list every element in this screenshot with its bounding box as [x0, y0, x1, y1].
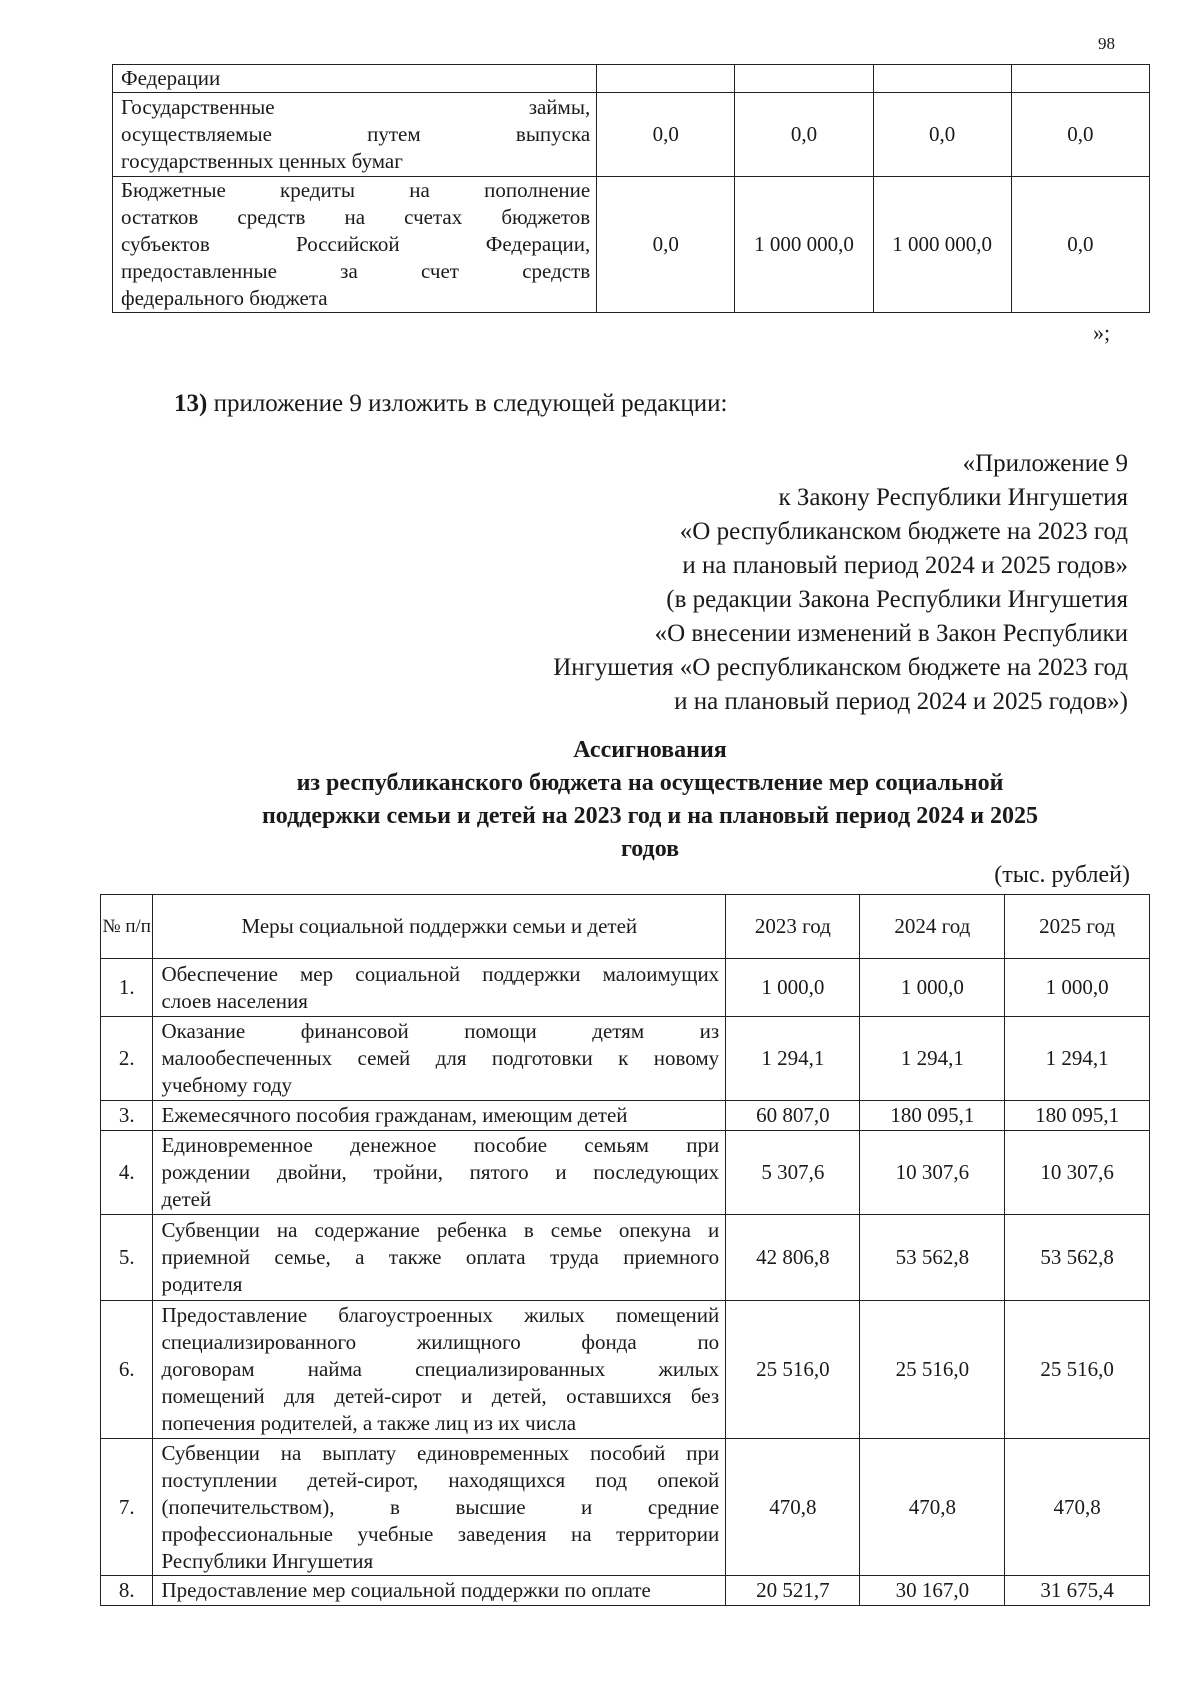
row-label-line: предоставленные за счет средств — [121, 259, 591, 283]
appendix-line: к Закону Республики Ингушетия — [778, 484, 1128, 511]
header-measure: Меры социальной поддержки семьи и детей — [153, 895, 726, 959]
row-label — [153, 959, 726, 1017]
row-label-line: федерального бюджета — [121, 286, 328, 310]
row-label-line: попечения родителей, а также лиц из их числа — [161, 1411, 577, 1435]
value-2024: 30 167,0 — [860, 1576, 1005, 1606]
row-label-line: государственных ценных бумаг — [121, 149, 403, 173]
row-label-line: Государственные займы, — [121, 95, 591, 119]
value-2025: 180 095,1 — [1005, 1101, 1150, 1131]
value-2024: 180 095,1 — [860, 1101, 1005, 1131]
row-label-line: Субвенции на содержание ребенка в семье опекуна и — [161, 1218, 720, 1242]
value-2023: 470,8 — [726, 1439, 860, 1576]
value-2023: 42 806,8 — [726, 1215, 860, 1301]
value-2023: 1 000,0 — [726, 959, 860, 1017]
row-label-line: поступлении детей-сирот, находящихся под опекой — [161, 1467, 720, 1492]
value-2025: 470,8 — [1005, 1439, 1150, 1576]
row-label-line: профессиональные учебные заведения на территории — [161, 1521, 720, 1546]
row-label — [153, 1301, 726, 1439]
header-2023: 2023 год — [726, 895, 860, 959]
table-row — [101, 1439, 1150, 1576]
row-label — [113, 65, 597, 93]
value-cell — [1011, 65, 1149, 93]
value-2024: 25 516,0 — [860, 1301, 1005, 1439]
row-number: 4. — [101, 1131, 153, 1215]
row-label — [153, 1131, 726, 1215]
row-number: 8. — [101, 1576, 153, 1606]
row-label-line: Предоставление благоустроенных жилых помещений — [161, 1303, 720, 1327]
title-line: поддержки семьи и детей на 2023 год и на плановый период 2024 и 2025 — [261, 803, 1039, 829]
table-row — [113, 93, 1150, 177]
value-2023: 20 521,7 — [726, 1576, 860, 1606]
header-num: № п/п — [101, 895, 153, 959]
row-label — [153, 1101, 726, 1131]
appendix-line: «О внесении изменений в Закон Республики — [654, 620, 1128, 647]
value-cell: 0,0 — [597, 177, 735, 313]
value-cell — [597, 65, 735, 93]
row-label-line: Оказание финансовой помощи детям из — [161, 1019, 720, 1043]
value-2024: 1 294,1 — [860, 1017, 1005, 1101]
value-cell — [873, 65, 1011, 93]
header-2025: 2025 год — [1005, 895, 1150, 959]
item-number: 13) — [174, 390, 208, 417]
value-2025: 1 294,1 — [1005, 1017, 1150, 1101]
value-2024: 1 000,0 — [860, 959, 1005, 1017]
value-cell — [735, 65, 873, 93]
row-label — [113, 93, 597, 177]
closing-quote: »; — [1093, 320, 1111, 345]
row-label-line: субъектов Российской Федерации, — [121, 232, 591, 256]
row-label-line: Предоставление мер социальной поддержки по оплате — [161, 1578, 651, 1602]
row-label-line: слоев населения — [161, 988, 308, 1013]
row-label-line: родителя — [161, 1272, 243, 1296]
appendix-line: и на плановый период 2024 и 2025 годов») — [674, 688, 1128, 715]
row-label — [113, 177, 597, 313]
table-row — [113, 177, 1150, 313]
header-2024: 2024 год — [860, 895, 1005, 959]
row-label-line: специализированного жилищного фонда по — [161, 1330, 720, 1354]
top-borrowings-table — [112, 64, 1150, 313]
value-cell: 1 000 000,0 — [873, 177, 1011, 313]
appendix-line: (в редакции Закона Республики Ингушетия — [666, 586, 1128, 613]
row-label — [153, 1215, 726, 1301]
value-2025: 53 562,8 — [1005, 1215, 1150, 1301]
title-line: годов — [620, 836, 680, 862]
appendix-line: и на плановый период 2024 и 2025 годов» — [682, 552, 1128, 579]
row-label-line: Ежемесячного пособия гражданам, имеющим детей — [161, 1103, 628, 1127]
appendix-line: Ингушетия «О республиканском бюджете на 2023 год — [553, 654, 1128, 681]
value-cell: 0,0 — [1011, 93, 1149, 177]
document-title — [170, 734, 1130, 866]
title-line: Ассигнования — [573, 737, 727, 763]
table-row — [101, 1576, 1150, 1606]
value-2023: 5 307,6 — [726, 1131, 860, 1215]
row-label-line: Республики Ингушетия — [161, 1548, 374, 1573]
header-row — [101, 895, 1150, 959]
row-label-line: малообеспеченных семей для подготовки к новому — [161, 1046, 720, 1070]
row-label-line: Бюджетные кредиты на пополнение — [121, 178, 591, 202]
value-2025: 10 307,6 — [1005, 1131, 1150, 1215]
value-cell: 0,0 — [873, 93, 1011, 177]
value-2024: 10 307,6 — [860, 1131, 1005, 1215]
table-row — [101, 1301, 1150, 1439]
row-label-line: Федерации — [121, 66, 221, 90]
table-row — [101, 1215, 1150, 1301]
value-2025: 31 675,4 — [1005, 1576, 1150, 1606]
row-number: 6. — [101, 1301, 153, 1439]
row-number: 1. — [101, 959, 153, 1017]
table-row — [101, 959, 1150, 1017]
value-2023: 1 294,1 — [726, 1017, 860, 1101]
row-label — [153, 1576, 726, 1606]
row-label-line: детей — [161, 1187, 212, 1211]
row-label-line: рождении двойни, тройни, пятого и последующих — [161, 1160, 720, 1184]
table-row — [101, 1131, 1150, 1215]
row-label-line: Единовременное денежное пособие семьям при — [161, 1133, 720, 1157]
row-label-line: договорам найма специализированных жилых — [161, 1357, 720, 1381]
amendment-item — [174, 390, 728, 418]
value-2023: 60 807,0 — [726, 1101, 860, 1131]
appendix-line: «О республиканском бюджете на 2023 год — [679, 518, 1128, 545]
row-number: 5. — [101, 1215, 153, 1301]
row-label-line: помещений для детей-сирот и детей, оставшихся без — [161, 1384, 720, 1408]
item-text: приложение 9 изложить в следующей редакции: — [207, 390, 728, 417]
row-number: 3. — [101, 1101, 153, 1131]
table-row — [101, 1101, 1150, 1131]
row-label — [153, 1439, 726, 1576]
page-number: 98 — [1098, 34, 1115, 53]
title-line: из республиканского бюджета на осуществление мер социальной — [296, 770, 1004, 796]
row-label-line: осуществляемые путем выпуска — [121, 122, 591, 146]
value-cell: 0,0 — [1011, 177, 1149, 313]
value-2024: 470,8 — [860, 1439, 1005, 1576]
social-support-table — [100, 894, 1150, 1606]
value-cell: 0,0 — [597, 93, 735, 177]
value-2024: 53 562,8 — [860, 1215, 1005, 1301]
row-label-line: Обеспечение мер социальной поддержки малоимущих — [161, 961, 720, 986]
value-2023: 25 516,0 — [726, 1301, 860, 1439]
value-2025: 1 000,0 — [1005, 959, 1150, 1017]
value-cell: 0,0 — [735, 93, 873, 177]
units-label: (тыс. рублей) — [994, 862, 1130, 888]
table-row — [113, 65, 1150, 93]
appendix-line: «Приложение 9 — [962, 450, 1128, 477]
row-label-line: Субвенции на выплату единовременных пособий при — [161, 1440, 720, 1465]
appendix-header — [553, 447, 1128, 719]
value-cell: 1 000 000,0 — [735, 177, 873, 313]
row-label-line: (попечительством), в высшие и средние — [161, 1494, 720, 1519]
row-number: 7. — [101, 1439, 153, 1576]
row-label-line: учебному году — [161, 1073, 293, 1097]
row-label — [153, 1017, 726, 1101]
row-label-line: остатков средств на счетах бюджетов — [121, 205, 591, 229]
row-label-line: приемной семье, а также оплата труда приемного — [161, 1245, 720, 1269]
row-number: 2. — [101, 1017, 153, 1101]
value-2025: 25 516,0 — [1005, 1301, 1150, 1439]
table-row — [101, 1017, 1150, 1101]
